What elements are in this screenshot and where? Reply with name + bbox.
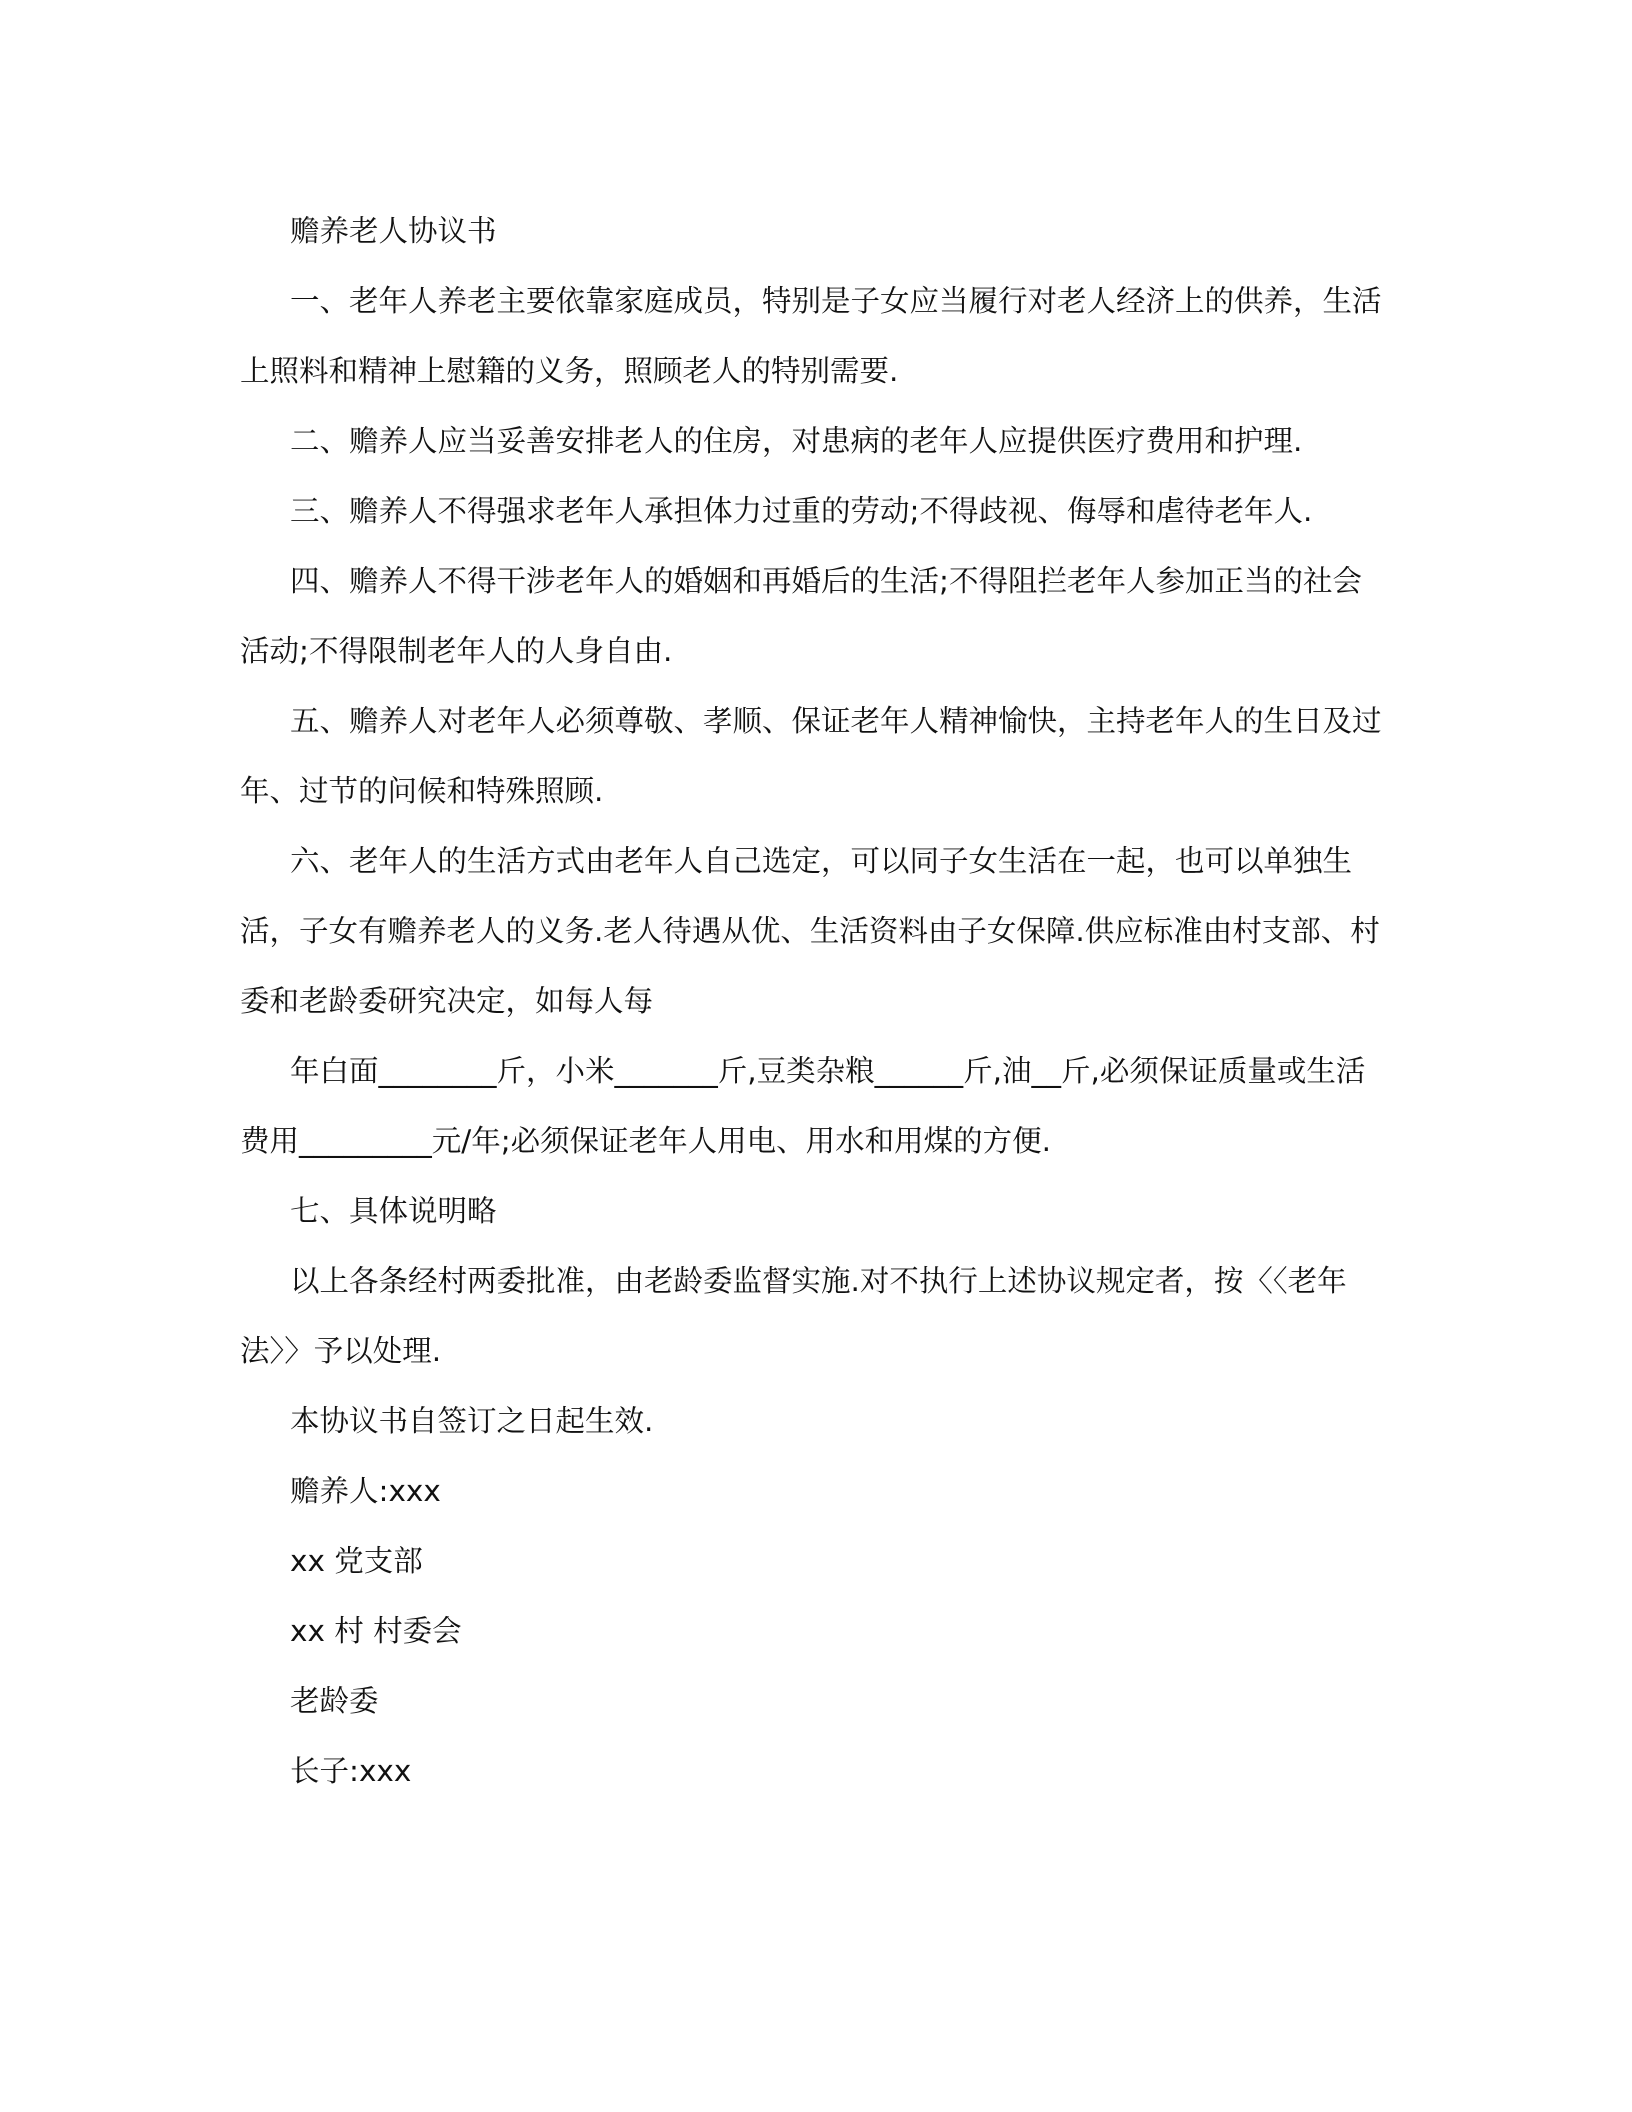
signature-village-committee: xx 村 村委会 <box>290 1614 462 1648</box>
signature-party-branch: xx 党支部 <box>290 1544 423 1578</box>
clause-4: 四、赡养人不得干涉老年人的婚姻和再婚后的生活;不得阻拦老年人参加正当的社会活动;不得限制老年人的人身自由. <box>240 564 1362 668</box>
signature-supporter: 赡养人:xxx <box>290 1474 441 1508</box>
document-body <box>240 196 1390 1806</box>
enforcement-paragraph: 以上各条经村两委批准，由老龄委监督实施.对不执行上述协议规定者，按〈〈老年法〉〉予以处理. <box>240 1264 1347 1368</box>
clause-6: 六、老年人的生活方式由老年人自己选定，可以同子女生活在一起，也可以单独生活，子女有赡养老人的义务.老人待遇从优、生活资料由子女保障.供应标准由村支部、村委和老龄委研究决定，如每人每 <box>240 844 1380 1018</box>
clause-7: 七、具体说明略 <box>290 1194 497 1228</box>
signature-eldest-son: 长子:xxx <box>290 1754 412 1788</box>
clause-3: 三、赡养人不得强求老年人承担体力过重的劳动;不得歧视、侮辱和虐待老年人. <box>290 494 1313 528</box>
effective-date-paragraph: 本协议书自签订之日起生效. <box>290 1404 654 1438</box>
clause-5: 五、赡养人对老年人必须尊敬、孝顺、保证老年人精神愉快，主持老年人的生日及过年、过节的问候和特殊照顾. <box>240 704 1382 808</box>
document-title: 赡养老人协议书 <box>290 214 497 248</box>
clause-6-supply-standard: 年白面________斤，小米_______斤,豆类杂粮______斤,油__斤,必须保证质量或生活费用_________元/年;必须保证老年人用电、用水和用煤的方便. <box>240 1054 1366 1158</box>
signature-aging-committee: 老龄委 <box>290 1684 379 1718</box>
clause-1: 一、老年人养老主要依靠家庭成员，特别是子女应当履行对老人经济上的供养，生活上照料和精神上慰籍的义务，照顾老人的特别需要. <box>240 284 1382 388</box>
clause-2: 二、赡养人应当妥善安排老人的住房，对患病的老年人应提供医疗费用和护理. <box>290 424 1303 458</box>
